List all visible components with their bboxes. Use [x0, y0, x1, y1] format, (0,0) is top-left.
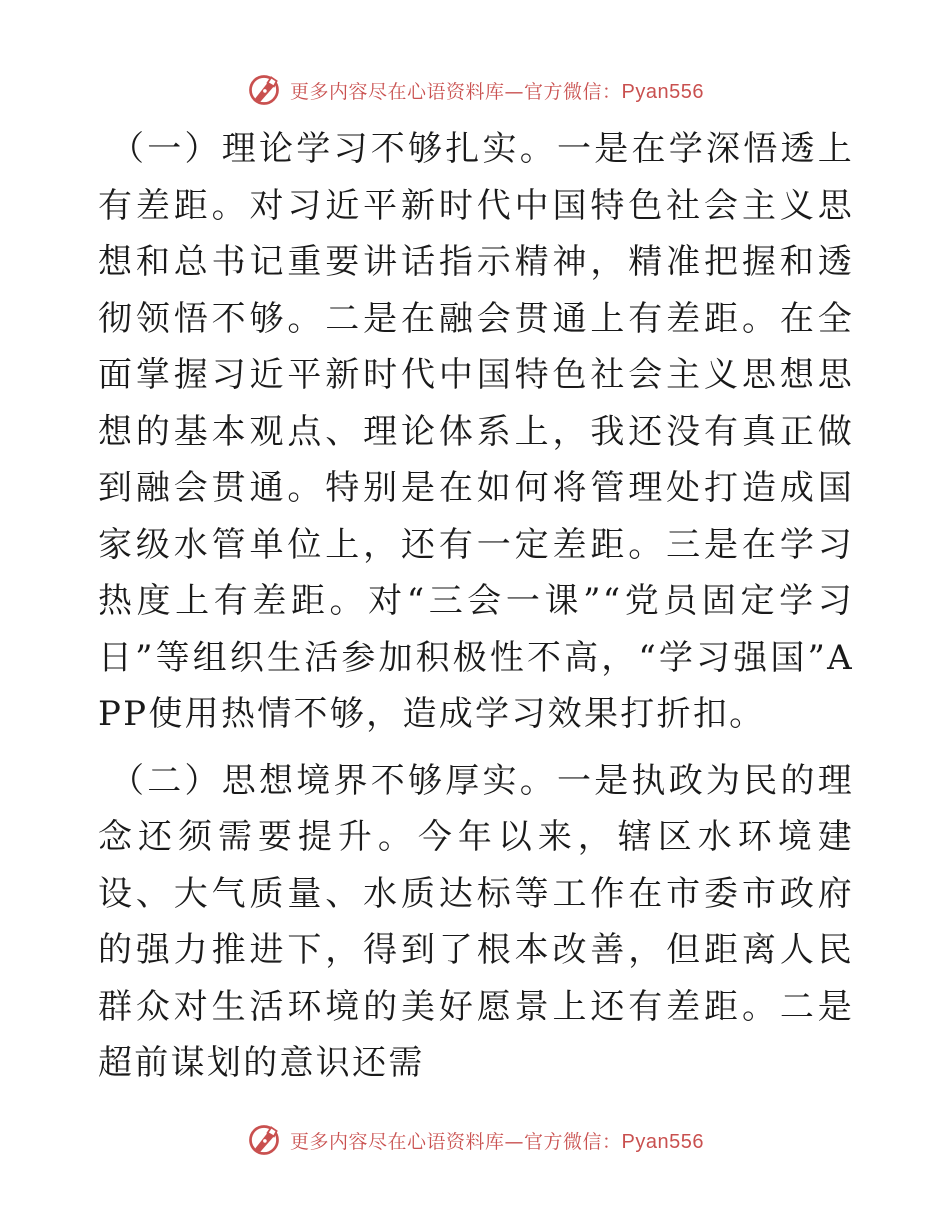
- footer-banner-wechat-id: Pyan556: [621, 1130, 704, 1153]
- footer-banner-official: 官方微信：: [524, 1130, 622, 1153]
- paragraph-theory-study: （一）理论学习不够扎实。一是在学深悟透上有差距。对习近平新时代中国特色社会主义思想和总书记重要讲话指示精神，精准把握和透彻领悟不够。二是在融会贯通上有差距。在全面掌握习近平新时代中国特色社会主义思想思想的基本观点、理论体系上，我还没有真正做到融会贯通。特别是在如何将管理处打造成国家级水管单位上，还有一定差距。三是在学习热度上有差距。对“三会一课”“党员固定学习日”等组织生活参加积极性不高，“学习强国”APP使用热情不够，造成学习效果打折扣。: [98, 129, 854, 734]
- header-banner-separator: —: [504, 80, 525, 103]
- footer-banner-separator: —: [504, 1130, 525, 1153]
- pen-nib-logo-icon: [246, 1122, 282, 1158]
- header-banner-main: 更多内容尽在心语资料库: [290, 80, 505, 103]
- header-banner-text: [290, 77, 704, 104]
- footer-banner-text: [290, 1127, 704, 1154]
- header-banner: [0, 70, 950, 110]
- pen-nib-logo-icon: [246, 72, 282, 108]
- header-banner-official: 官方微信：: [524, 80, 622, 103]
- header-banner-wechat-id: Pyan556: [621, 80, 704, 103]
- paragraph-ideological-realm: （二）思想境界不够厚实。一是执政为民的理念还须需要提升。今年以来，辖区水环境建设、大气质量、水质达标等工作在市委市政府的强力推进下，得到了根本改善，但距离人民群众对生活环境的美好愿景上还有差距。二是超前谋划的意识还需: [98, 760, 854, 1083]
- footer-banner: [0, 1120, 950, 1160]
- footer-banner-main: 更多内容尽在心语资料库: [290, 1130, 505, 1153]
- document-body: [98, 121, 854, 1092]
